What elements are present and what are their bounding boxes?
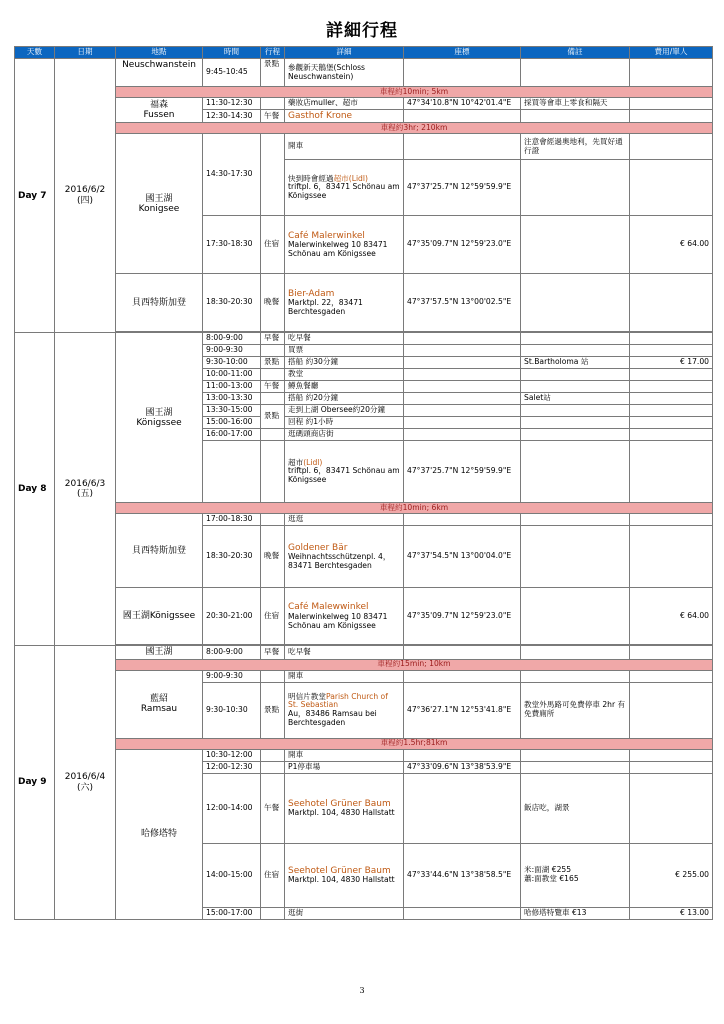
header-note: 備註 [521,47,630,59]
date-cell [55,59,116,333]
header-time: 時間 [203,47,261,59]
place-cell: 國王湖 [116,646,203,659]
table-row: 13:00-13:30 搭船 約20分鐘 Salet站 [15,393,713,405]
hotel-name: Seehotel Grüner Baum [288,865,391,876]
header-coord: 座標 [404,47,521,59]
table-row: 15:00-16:00 回程 約1小時 [15,417,713,429]
hotel-name: Café Malerwinkel [288,230,365,241]
table-row: Day 8 2016/6/3 (五) 國王湖 Königssee 8:00-9:00 早餐 吃早餐 [15,333,713,345]
date-cell: 2016/6/3 (五) [55,333,116,646]
travel-row [15,738,713,749]
place-cell: 國王湖 Konigsee [116,134,203,274]
table-row: 藍紹 Ramsau 9:00-9:30 開車 [15,670,713,682]
type-cell: 景點 [261,59,285,87]
detail-cell: 參觀新天鵝堡(Schloss Neuschwanstein) [285,59,404,87]
table-row: 超市(Lidl) triftpl. 6，83471 Schönau am Königssee 47°37'25.7"N 12°59'59.9"E [15,441,713,503]
table-row: 福森 Fussen 11:30-12:30 藥妝店muller、超市 47°34'10.8"N 10°42'01.4"E 採買等會車上零食和隔天 [15,98,713,110]
cost-cell: € 255.00 [630,843,713,907]
table-row: 10:00-11:00 教堂 [15,369,713,381]
table-row: 16:00-17:00 逛碼頭商店街 [15,429,713,441]
travel-band: 車程約10min; 5km [116,87,713,98]
table-row: 11:00-13:00 午餐 鱒魚餐廳 [15,381,713,393]
place-cell: 貝西特斯加登 [116,274,203,332]
table-row: 國王湖Königssee 20:30-21:00 住宿 Café Malewwinkel Malerwinkelweg 10 83471 Schönau am Königssee 47°35'09.7"N 12°59'23.0"E € 64.00 [15,588,713,645]
cost-cell: € 64.00 [630,216,713,274]
travel-band: 車程約15min; 10km [116,659,713,670]
table-row [15,59,713,87]
travel-row [15,123,713,134]
header-date: 日期 [55,47,116,59]
place-cell: 國王湖 Königssee [116,333,203,503]
travel-band: 車程約3hr; 210km [116,123,713,134]
restaurant-name: Gasthof Krone [285,110,404,123]
table-row: 18:30-20:30 晚餐 Goldener Bär Weihnachtsschützenpl. 4，83471 Berchtesgaden 47°37'54.5"N 13°00'04.0"E [15,526,713,588]
page-title: 詳細行程 [326,21,398,41]
header-place: 地點 [116,47,203,59]
table-row: 貝西特斯加登 17:00-18:30 逛逛 [15,514,713,526]
table-row: 9:30-10:30 景點 明信片教堂Parish Church of St. Sebastian Au，83486 Ramsau bei Berchtesgaden 47°36'27.1"N 12°53'41.8"E 教堂外馬路可免費停車 2hr 有免費廁所 [15,682,713,738]
table-row: 13:30-15:00 景點 走到上湖 Obersee約20分鐘 [15,405,713,417]
cost-cell: € 17.00 [630,357,713,369]
table-header-row [15,47,713,59]
place-cell: 貝西特斯加登 [116,514,203,588]
date-text: 2016/6/2 [64,185,106,196]
day-label: Day 9 [15,646,55,919]
time-cell: 9:45-10:45 [203,59,261,87]
table-row: 14:00-15:00 住宿 Seehotel Grüner Baum Marktpl. 104, 4830 Hallstatt 47°33'44.6"N 13°38'58.5"E 米:面湖 €255 蕭:面教堂 €165 € 255.00 [15,843,713,907]
itinerary-table [14,46,713,920]
place-cell: 福森 Fussen [116,98,203,123]
table-row: 9:00-9:30 買票 [15,345,713,357]
table-row: 9:30-10:00 景點 搭船 約30分鐘 St.Bartholoma 站 € 17.00 [15,357,713,369]
travel-band: 車程約10min; 6km [116,503,713,514]
table-row: Day 9 2016/6/4 (六) 國王湖 8:00-9:00 早餐 吃早餐 [15,646,713,659]
travel-row [15,659,713,670]
table-row: 12:00-12:30 P1停車場 47°33'09.6"N 13°38'53.9"E [15,761,713,773]
table-row: 國王湖 Konigsee 14:30-17:30 開車 注意會經過奧地利，先買好通行證 [15,134,713,160]
table-row: 12:30-14:30 午餐 Gasthof Krone [15,110,713,123]
restaurant-name: Bier-Adam [288,288,335,299]
travel-row [15,87,713,98]
place-cell: Neuschwanstein [116,59,203,87]
hotel-name: Café Malewwinkel [288,602,369,613]
place-cell: 哈修塔特 [116,749,203,919]
travel-band: 車程約1.5hr;81km [116,738,713,749]
table-row: 17:30-18:30 住宿 Café Malerwinkel Malerwinkelweg 10 83471 Schönau am Königssee 47°35'09.7"N 12°59'23.0"E € 64.00 [15,216,713,274]
place-cell: 國王湖Königssee [116,588,203,645]
header-day: 天數 [15,47,55,59]
page-number: 3 [359,986,365,995]
cost-cell: € 13.00 [630,907,713,919]
header-type: 行程 [261,47,285,59]
table-row: 15:00-17:00 逛街 哈修塔特覽車 €13 € 13.00 [15,907,713,919]
travel-row [15,503,713,514]
day-label: Day 7 [15,59,55,333]
restaurant-name: Goldener Bär [288,542,348,553]
cost-cell: € 64.00 [630,588,713,645]
header-detail: 詳細 [285,47,404,59]
table-row: 貝西特斯加登 18:30-20:30 晚餐 Bier-Adam Marktpl. 22，83471 Berchtesgaden 47°37'57.5"N 13°00'02.5"E [15,274,713,332]
weekday-text: (四) [76,195,94,206]
date-cell: 2016/6/4 (六) [55,646,116,919]
place-cell: 藍紹 Ramsau [116,670,203,738]
table-row: 快到時會經過超市(Lidl) triftpl. 6，83471 Schönau am Königssee 47°37'25.7"N 12°59'59.9"E [15,160,713,216]
restaurant-name: Seehotel Grüner Baum [288,798,391,809]
table-row: 哈修塔特 10:30-12:00 開車 [15,749,713,761]
day-label: Day 8 [15,333,55,646]
table-row: 12:00-14:00 午餐 Seehotel Grüner Baum Marktpl. 104, 4830 Hallstatt 飯店吃，湖景 [15,773,713,843]
header-cost: 費用/單人 [630,47,713,59]
